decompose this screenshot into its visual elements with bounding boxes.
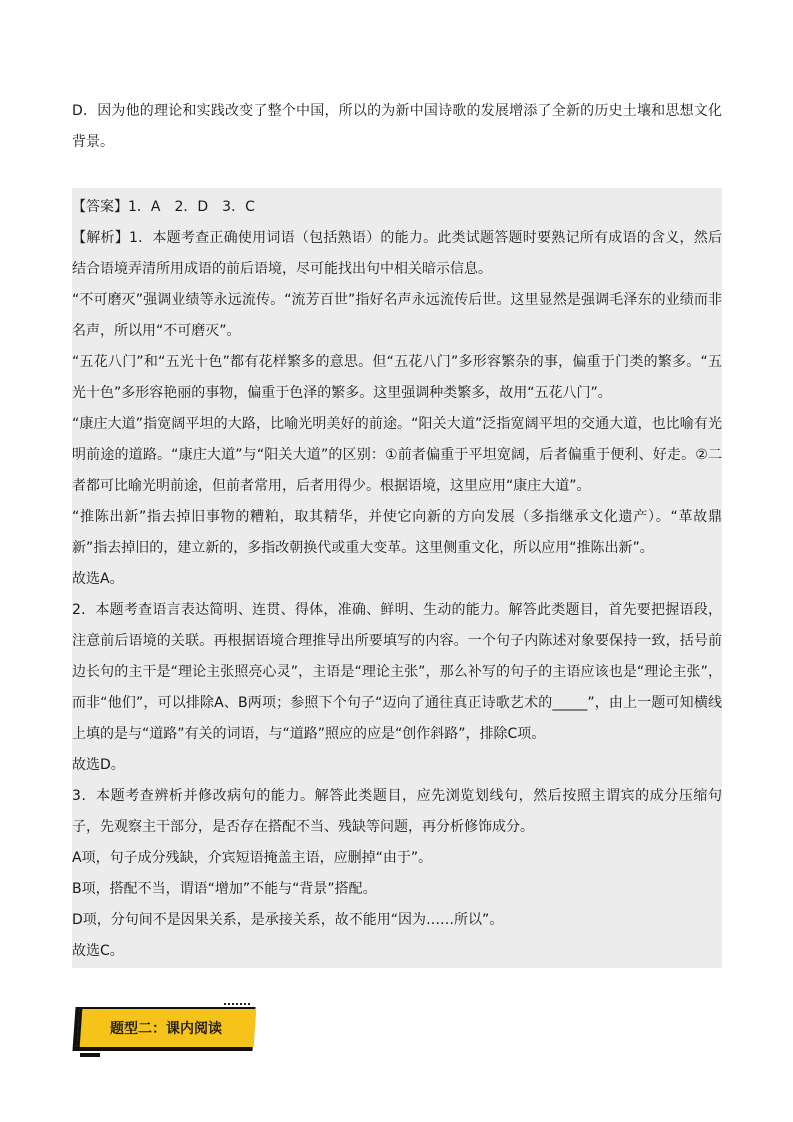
section-title: 题型二：课内阅读 [110,1021,222,1037]
answer-analysis-box [72,188,722,968]
analysis-paragraph: “不可磨灭”强调业绩等永远流传。“流芳百世”指好名声永远流传后世。这里显然是强调毛泽东的业绩而非名声，所以用“不可磨灭”。 [72,292,722,339]
analysis-paragraph: A项，句子成分残缺，介宾短语掩盖主语，应删掉“由于”。 [72,850,433,866]
banner-bar-decoration [80,1053,100,1057]
analysis-paragraph: D项，分句间不是因果关系，是承接关系，故不能用“因为……所以”。 [72,912,504,928]
conclusion-line: 故选C。 [72,943,124,959]
banner-dots-decoration [224,1003,250,1009]
section-banner [74,1005,254,1051]
analysis-paragraph: “康庄大道”指宽阔平坦的大路，比喻光明美好的前途。“阳关大道”泛指宽阔平坦的交通大道，也比喻有光明前途的道路。“康庄大道”与“阳关大道”的区别：①前者偏重于平坦宽阔，后者偏重于便利、好走。②二者都可比喻光明前途，但前者常用，后者用得少。根据语境，这里应用“康庄大道”。 [72,416,722,494]
analysis-intro: 【解析】1．本题考查正确使用词语（包括熟语）的能力。此类试题答题时要熟记所有成语的含义，然后结合语境弄清所用成语的前后语境，尽可能找出句中相关暗示信息。 [72,230,722,277]
analysis-paragraph: 2．本题考查语言表达简明、连贯、得体，准确、鲜明、生动的能力。解答此类题目，首先要把握语段，注意前后语境的关联。再根据语境合理推导出所要填写的内容。一个句子内陈述对象要保持一致，括号前边长句的主干是“理论主张照亮心灵”，主语是“理论主张”，那么补写的句子的主语应该也是“理论主张”，而非“他们”，可以排除A、B两项；参照下个句子“迈向了通往真正诗歌艺术的_____”，由上一题可知横线上填的是与“道路”有关的词语，与“道路”照应的应是“创作斜路”，排除C项。 [72,602,722,742]
analysis-paragraph: “推陈出新”指去掉旧事物的糟粕，取其精华，并使它向新的方向发展（多指继承文化遗产）。“革故鼎新”指去掉旧的，建立新的，多指改朝换代或重大变革。这里侧重文化，所以应用“推陈出新”。 [72,509,722,556]
analysis-paragraph: “五花八门”和“五光十色”都有花样繁多的意思。但“五花八门”多形容繁杂的事，偏重于门类的繁多。“五光十色”多形容艳丽的事物，偏重于色泽的繁多。这里强调种类繁多，故用“五花八门”。 [72,354,722,401]
answer-line: 【答案】1．A 2．D 3．C [72,199,255,215]
conclusion-line: 故选A。 [72,571,124,587]
option-d-text: D．因为他的理论和实践改变了整个中国，所以的为新中国诗歌的发展增添了全新的历史土壤和思想文化背景。 [72,103,722,150]
conclusion-line: 故选D。 [72,757,125,773]
analysis-paragraph: B项，搭配不当，谓语“增加”不能与“背景”搭配。 [72,881,377,897]
analysis-paragraph: 3．本题考查辨析并修改病句的能力。解答此类题目，应先浏览划线句，然后按照主谓宾的成分压缩句子，先观察主干部分，是否存在搭配不当、残缺等问题，再分析修饰成分。 [72,788,722,835]
